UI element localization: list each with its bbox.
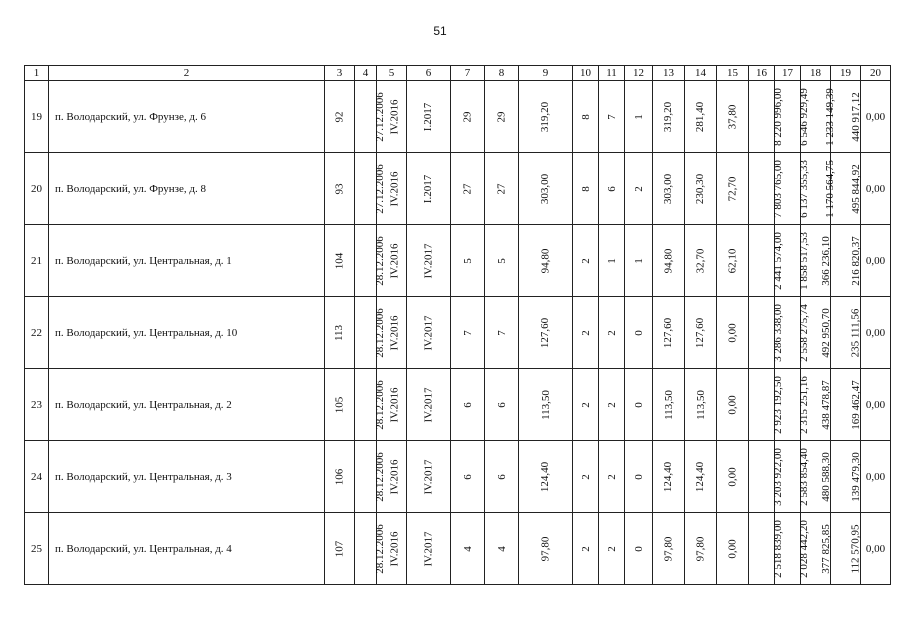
cell-value: 37,80 xyxy=(726,104,739,129)
cell-value: 7 xyxy=(495,329,508,336)
cell-value: 3 286 338,00 xyxy=(771,303,784,362)
table-cell xyxy=(519,81,573,153)
cell-value: 2 xyxy=(579,473,592,480)
column-header: 18 xyxy=(801,66,831,81)
table-cell: 25 xyxy=(25,513,49,585)
table-cell xyxy=(407,225,451,297)
table-cell xyxy=(407,81,451,153)
cell-value: 281,40 xyxy=(694,101,707,132)
cell-value: 27 xyxy=(495,183,508,194)
table-cell: 0,00 xyxy=(861,81,891,153)
cell-value: 169 462,47 xyxy=(849,379,862,430)
cell-value: 440 917,12 xyxy=(849,91,862,142)
table-cell xyxy=(653,225,685,297)
table-cell xyxy=(685,225,717,297)
column-header: 20 xyxy=(861,66,891,81)
table-cell xyxy=(599,441,625,513)
table-cell xyxy=(325,513,355,585)
table-cell xyxy=(749,153,784,225)
cell-value: 2 315 251,16 xyxy=(797,375,810,434)
cell-value: IV.2017 xyxy=(422,243,435,278)
table-cell: 0,00 xyxy=(861,153,891,225)
cell-value: IV.2017 xyxy=(422,315,435,350)
table-cell xyxy=(451,513,485,585)
cell-value: IV.2016 xyxy=(388,243,401,278)
table-cell xyxy=(599,369,625,441)
cell-value: 28.12.2006 xyxy=(373,451,386,502)
header-row xyxy=(25,66,891,81)
cell-value: 438 478,87 xyxy=(819,379,832,430)
cell-value: 2 558 275,74 xyxy=(797,303,810,362)
table-cell xyxy=(485,513,519,585)
table-cell: 22 xyxy=(25,297,49,369)
cell-value: 2 xyxy=(579,329,592,336)
table-cell xyxy=(519,441,573,513)
cell-value: 6 xyxy=(495,473,508,480)
cell-value: 2 xyxy=(579,401,592,408)
table-cell xyxy=(599,153,625,225)
table-cell xyxy=(485,297,519,369)
cell-value: 124,40 xyxy=(662,461,675,492)
table-cell xyxy=(325,297,355,369)
table-cell: 19 xyxy=(25,81,49,153)
cell-value: 27.12.2006 xyxy=(373,91,386,142)
cell-value: 495 844,92 xyxy=(849,163,862,214)
cell-value: 127,60 xyxy=(694,317,707,348)
cell-value: IV.2016 xyxy=(388,387,401,422)
table-cell xyxy=(625,441,653,513)
table-cell: 0,00 xyxy=(861,441,891,513)
cell-value: 124,40 xyxy=(694,461,707,492)
cell-value: 139 479,30 xyxy=(849,451,862,502)
table-cell xyxy=(717,153,749,225)
column-header: 13 xyxy=(653,66,685,81)
table-cell xyxy=(519,369,573,441)
cell-value: 6 546 929,49 xyxy=(797,87,810,146)
cell-value: 4 xyxy=(495,545,508,552)
table-cell xyxy=(625,225,653,297)
column-header: 6 xyxy=(407,66,451,81)
cell-value: 62,10 xyxy=(726,248,739,273)
address-cell: п. Володарский, ул. Центральная, д. 4 xyxy=(49,513,325,585)
table-cell xyxy=(407,297,451,369)
table-row xyxy=(25,513,891,585)
table-cell xyxy=(749,297,784,369)
table-row xyxy=(25,225,891,297)
cell-value: 29 xyxy=(461,111,474,122)
cell-value: 28.12.2006 xyxy=(373,523,386,574)
cell-value: 5 xyxy=(461,257,474,264)
data-table xyxy=(24,65,891,585)
table-cell xyxy=(599,225,625,297)
table-cell xyxy=(831,369,861,441)
table-cell: 20 xyxy=(25,153,49,225)
table-cell xyxy=(451,153,485,225)
cell-value: 29 xyxy=(495,111,508,122)
table-cell xyxy=(325,369,355,441)
table-cell xyxy=(625,81,653,153)
table-cell xyxy=(485,369,519,441)
column-header: 12 xyxy=(625,66,653,81)
table-cell xyxy=(831,225,861,297)
cell-value: 124,40 xyxy=(539,461,552,492)
cell-value: 2 583 854,40 xyxy=(797,447,810,506)
cell-value: 27.12.2006 xyxy=(373,163,386,214)
table-cell xyxy=(625,153,653,225)
table-cell xyxy=(355,297,386,369)
column-header: 1 xyxy=(25,66,49,81)
cell-value: 0 xyxy=(632,401,645,408)
cell-value: 8 xyxy=(579,113,592,120)
cell-value: 0,00 xyxy=(726,466,739,487)
cell-value: I.2017 xyxy=(422,174,435,203)
cell-value: 6 xyxy=(605,185,618,192)
table-cell xyxy=(749,369,784,441)
cell-value: 2 xyxy=(579,545,592,552)
address-cell: п. Володарский, ул. Центральная, д. 1 xyxy=(49,225,325,297)
table-cell xyxy=(485,153,519,225)
table-cell xyxy=(653,153,685,225)
table-cell xyxy=(625,513,653,585)
cell-value: 319,20 xyxy=(539,101,552,132)
cell-value: 27 xyxy=(461,183,474,194)
table-cell xyxy=(831,297,861,369)
table-cell xyxy=(451,81,485,153)
cell-value: 2 923 192,50 xyxy=(771,375,784,434)
table-cell xyxy=(599,513,625,585)
cell-value: 480 588,30 xyxy=(819,451,832,502)
cell-value: 127,60 xyxy=(662,317,675,348)
cell-value: 6 xyxy=(461,401,474,408)
cell-value: 1 170 564,75 xyxy=(823,159,836,218)
table-cell xyxy=(717,297,749,369)
table-cell xyxy=(325,441,355,513)
cell-value: 94,80 xyxy=(539,248,552,273)
table-cell xyxy=(653,513,685,585)
table-cell xyxy=(573,297,599,369)
cell-value: 1 xyxy=(632,257,645,264)
cell-value: 113,50 xyxy=(662,389,675,420)
cell-value: IV.2016 xyxy=(388,99,401,134)
column-header: 17 xyxy=(775,66,801,81)
cell-value: 1 xyxy=(605,257,618,264)
cell-value: 2 518 839,00 xyxy=(771,519,784,578)
cell-value: 0,00 xyxy=(726,394,739,415)
cell-value: 6 137 355,33 xyxy=(797,159,810,218)
cell-value: 107 xyxy=(333,540,346,557)
cell-value: 28.12.2006 xyxy=(373,307,386,358)
table-cell xyxy=(599,297,625,369)
cell-value: IV.2016 xyxy=(388,315,401,350)
column-header: 8 xyxy=(485,66,519,81)
cell-value: 1 xyxy=(632,113,645,120)
table-cell xyxy=(451,225,485,297)
table-cell xyxy=(325,153,355,225)
cell-value: 230,30 xyxy=(694,173,707,204)
column-header: 5 xyxy=(377,66,407,81)
cell-value: 97,80 xyxy=(662,536,675,561)
cell-value: 7 xyxy=(461,329,474,336)
table-cell: 0,00 xyxy=(861,513,891,585)
column-header: 2 xyxy=(49,66,325,81)
cell-value: IV.2016 xyxy=(388,531,401,566)
cell-value: 319,20 xyxy=(662,101,675,132)
cell-value: 8 xyxy=(579,185,592,192)
cell-value: 2 xyxy=(632,185,645,192)
table-cell xyxy=(451,441,485,513)
table-cell xyxy=(519,513,573,585)
table-cell xyxy=(407,513,451,585)
cell-value: 235 111,56 xyxy=(849,308,862,357)
cell-value: 113,50 xyxy=(694,389,707,420)
cell-value: IV.2017 xyxy=(422,459,435,494)
cell-value: 0 xyxy=(632,329,645,336)
column-header: 19 xyxy=(831,66,861,81)
table-cell xyxy=(685,297,717,369)
cell-value: 3 203 922,00 xyxy=(771,447,784,506)
table-row xyxy=(25,297,891,369)
table-cell xyxy=(451,369,485,441)
column-header: 14 xyxy=(685,66,717,81)
cell-value: 377 825,85 xyxy=(819,523,832,574)
table-cell xyxy=(653,297,685,369)
cell-value: 0 xyxy=(632,545,645,552)
cell-value: 2 xyxy=(605,545,618,552)
cell-value: 112 570,95 xyxy=(849,523,862,574)
table-cell xyxy=(749,225,784,297)
table-cell xyxy=(685,441,717,513)
cell-value: 492 950,70 xyxy=(819,307,832,358)
cell-value: 72,70 xyxy=(726,176,739,201)
cell-value: 366 236,10 xyxy=(819,235,832,286)
cell-value: IV.2017 xyxy=(422,531,435,566)
cell-value: I.2017 xyxy=(422,102,435,131)
table-cell xyxy=(325,81,355,153)
table-cell xyxy=(717,441,749,513)
cell-value: 7 803 765,00 xyxy=(771,159,784,218)
table-cell xyxy=(519,225,573,297)
cell-value: 93 xyxy=(333,183,346,194)
table-cell xyxy=(831,441,861,513)
address-cell: п. Володарский, ул. Центральная, д. 3 xyxy=(49,441,325,513)
cell-value: 32,70 xyxy=(694,248,707,273)
cell-value: 1 858 517,53 xyxy=(797,231,810,290)
table-cell xyxy=(685,513,717,585)
cell-value: 303,00 xyxy=(662,173,675,204)
cell-value: 5 xyxy=(495,257,508,264)
cell-value: 7 xyxy=(605,113,618,120)
table-cell: 0,00 xyxy=(861,369,891,441)
cell-value: 94,80 xyxy=(662,248,675,273)
address-cell: п. Володарский, ул. Фрунзе, д. 8 xyxy=(49,153,325,225)
cell-value: 97,80 xyxy=(539,536,552,561)
table-cell xyxy=(717,81,749,153)
table-cell xyxy=(685,369,717,441)
cell-value: IV.2016 xyxy=(388,459,401,494)
table-cell xyxy=(573,225,599,297)
table-row xyxy=(25,369,891,441)
table-cell xyxy=(451,297,485,369)
table-cell xyxy=(407,441,451,513)
table-cell xyxy=(717,225,749,297)
cell-value: 104 xyxy=(333,252,346,269)
page-number: 51 xyxy=(433,24,447,38)
table-cell xyxy=(653,441,685,513)
table-cell xyxy=(749,441,784,513)
table-cell xyxy=(485,441,519,513)
table-cell xyxy=(653,369,685,441)
table-cell xyxy=(407,153,451,225)
table-cell xyxy=(717,369,749,441)
table-cell xyxy=(573,441,599,513)
table-cell xyxy=(519,297,573,369)
table-cell xyxy=(485,81,519,153)
table-cell: 21 xyxy=(25,225,49,297)
table-cell xyxy=(625,297,653,369)
column-header: 3 xyxy=(325,66,355,81)
table-cell xyxy=(355,81,386,153)
table-cell xyxy=(355,369,386,441)
cell-value: 113,50 xyxy=(539,389,552,420)
table-cell xyxy=(653,81,685,153)
cell-value: 2 028 442,20 xyxy=(797,519,810,578)
address-cell: п. Володарский, ул. Центральная, д. 10 xyxy=(49,297,325,369)
table-cell xyxy=(519,153,573,225)
cell-value: 4 xyxy=(461,545,474,552)
address-cell: п. Володарский, ул. Фрунзе, д. 6 xyxy=(49,81,325,153)
table-cell xyxy=(573,513,599,585)
table-cell: 24 xyxy=(25,441,49,513)
cell-value: 0 xyxy=(632,473,645,480)
cell-value: 0,00 xyxy=(726,538,739,559)
column-header: 16 xyxy=(749,66,775,81)
column-header: 7 xyxy=(451,66,485,81)
table-cell xyxy=(685,153,717,225)
table-cell: 23 xyxy=(25,369,49,441)
cell-value: 2 441 574,00 xyxy=(771,231,784,290)
column-header: 11 xyxy=(599,66,625,81)
cell-value: 6 xyxy=(495,401,508,408)
cell-value: 97,80 xyxy=(694,536,707,561)
table-cell xyxy=(355,225,386,297)
table-cell xyxy=(625,369,653,441)
cell-value: IV.2016 xyxy=(388,171,401,206)
table-cell xyxy=(355,441,386,513)
table-cell xyxy=(485,225,519,297)
cell-value: 106 xyxy=(333,468,346,485)
cell-value: 92 xyxy=(333,111,346,122)
table-cell xyxy=(573,153,599,225)
table-cell xyxy=(325,225,355,297)
cell-value: 303,00 xyxy=(539,173,552,204)
cell-value: 8 220 996,00 xyxy=(771,87,784,146)
table-cell xyxy=(749,513,784,585)
cell-value: 2 xyxy=(605,329,618,336)
table-row xyxy=(25,81,891,153)
cell-value: 0,00 xyxy=(726,322,739,343)
table-cell xyxy=(599,81,625,153)
table-cell: 0,00 xyxy=(861,225,891,297)
table-row xyxy=(25,153,891,225)
column-header: 10 xyxy=(573,66,599,81)
cell-value: 127,60 xyxy=(539,317,552,348)
table-cell xyxy=(407,369,451,441)
cell-value: 6 xyxy=(461,473,474,480)
cell-value: 28.12.2006 xyxy=(373,235,386,286)
table-cell xyxy=(831,513,861,585)
column-header: 15 xyxy=(717,66,749,81)
cell-value: IV.2017 xyxy=(422,387,435,422)
table-row xyxy=(25,441,891,513)
address-cell: п. Володарский, ул. Центральная, д. 2 xyxy=(49,369,325,441)
cell-value: 105 xyxy=(333,396,346,413)
table-cell xyxy=(573,81,599,153)
table-cell xyxy=(573,369,599,441)
table-cell xyxy=(685,81,717,153)
table-cell: 0,00 xyxy=(861,297,891,369)
table-cell xyxy=(355,513,386,585)
table-cell xyxy=(749,81,784,153)
cell-value: 1 233 149,39 xyxy=(823,87,836,146)
cell-value: 2 xyxy=(579,257,592,264)
cell-value: 2 xyxy=(605,401,618,408)
cell-value: 2 xyxy=(605,473,618,480)
table-cell xyxy=(717,513,749,585)
column-header: 4 xyxy=(355,66,377,81)
table-cell xyxy=(355,153,386,225)
cell-value: 113 xyxy=(333,324,346,341)
cell-value: 216 820,37 xyxy=(849,235,862,286)
cell-value: 28.12.2006 xyxy=(373,379,386,430)
column-header: 9 xyxy=(519,66,573,81)
